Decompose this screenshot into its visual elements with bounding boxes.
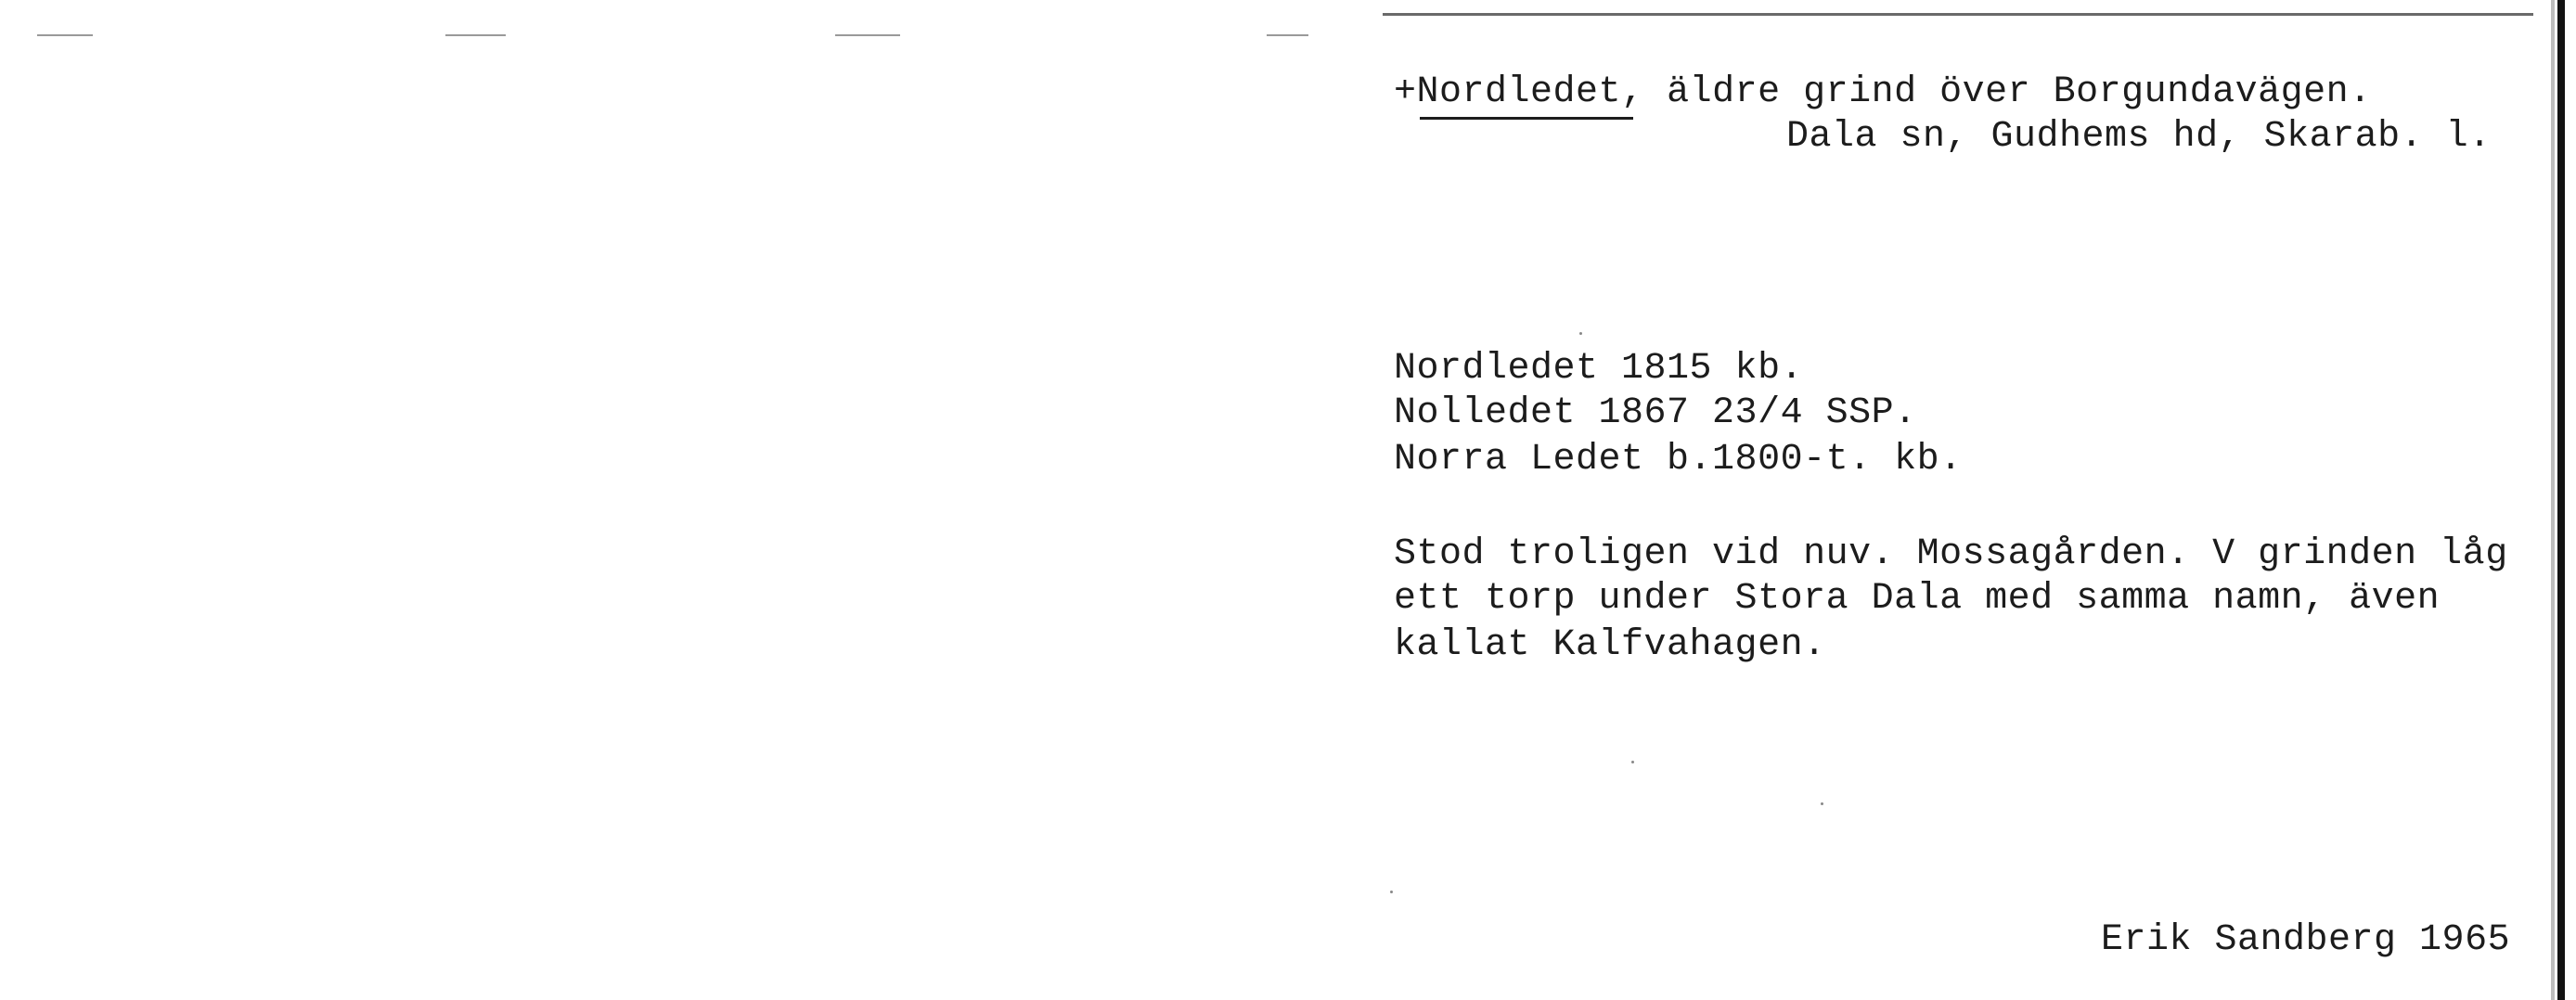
card-heading (1394, 71, 2372, 115)
scan-speck (1390, 891, 1393, 893)
note-line: Stod troligen vid nuv. Mossagården. V grinden låg (1394, 533, 2508, 575)
heading-underline (1420, 117, 1633, 120)
card-top-edge (1383, 13, 2533, 16)
scan-dash (835, 34, 900, 36)
card-right-edge (2557, 0, 2565, 1000)
scan-speck (1579, 332, 1582, 335)
heading-name: Nordledet (1416, 71, 1622, 113)
card-right-shadow (2551, 0, 2555, 1000)
scan-speck (1821, 802, 1823, 805)
heading-prefix: + (1394, 71, 1417, 113)
record-line: Norra Ledet b.1800-t. kb. (1394, 439, 1963, 481)
card-location: Dala sn, Gudhems hd, Skarab. l. (1786, 116, 2492, 158)
scan-dash (445, 34, 506, 36)
record-line: Nordledet 1815 kb. (1394, 348, 1804, 390)
scan-speck (1631, 761, 1634, 763)
signature: Erik Sandberg 1965 (2101, 919, 2511, 961)
note-line: kallat Kalfvahagen. (1394, 624, 1826, 666)
scan-dash (1267, 34, 1308, 36)
note-line: ett torp under Stora Dala med samma namn, även (1394, 578, 2441, 620)
record-line: Nolledet 1867 23/4 SSP. (1394, 392, 1917, 434)
heading-description: , äldre grind över Borgundavägen. (1621, 71, 2372, 113)
scan-dash (37, 34, 93, 36)
